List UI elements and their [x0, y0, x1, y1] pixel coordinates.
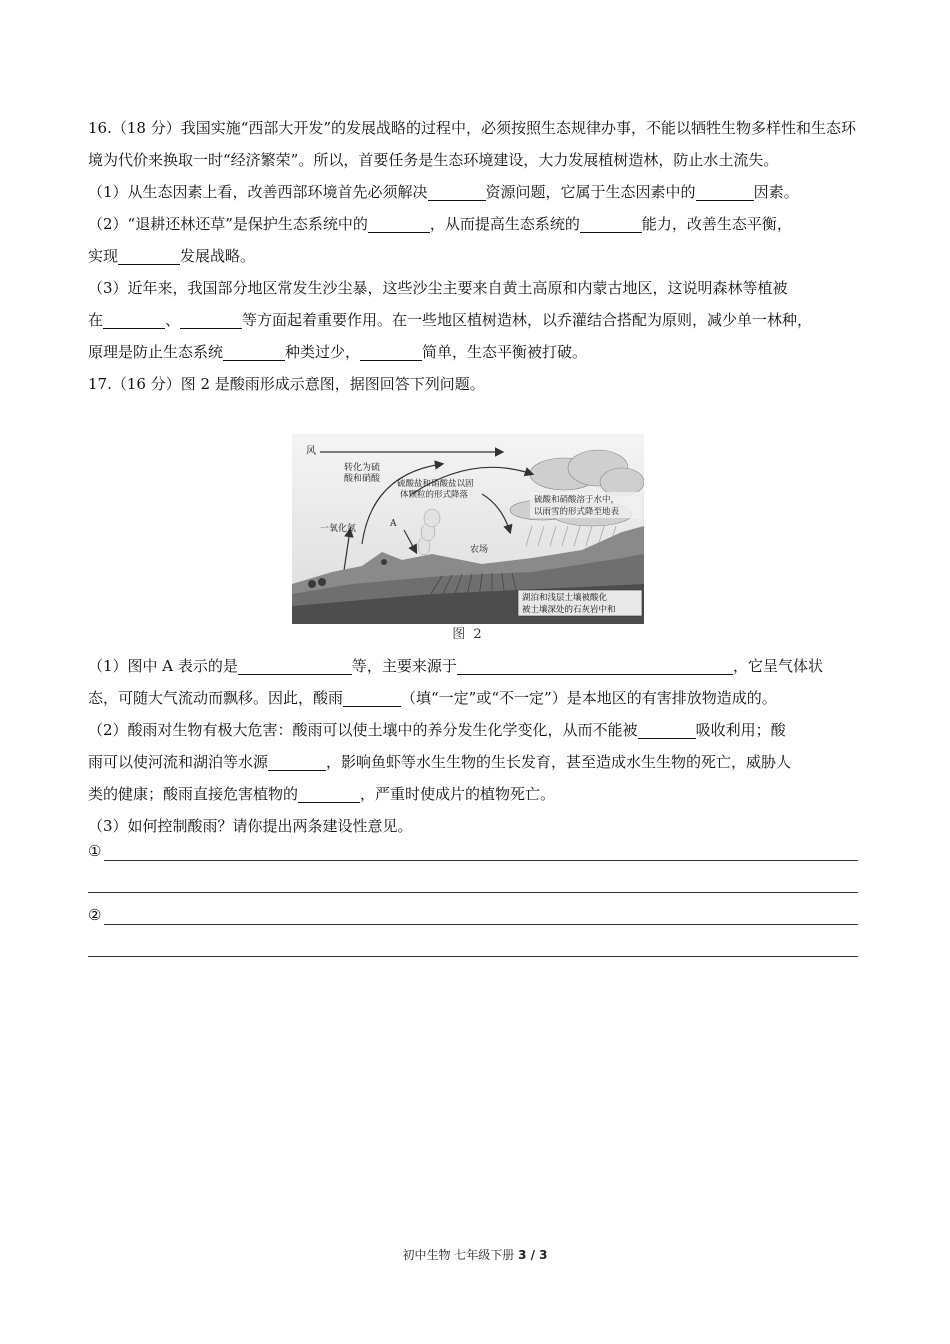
answer-blank[interactable] [696, 180, 754, 201]
answer-blank[interactable] [360, 340, 422, 361]
answer-blank[interactable] [268, 750, 326, 771]
q16-part3-cont2: 原理是防止生态系统 种类过少， 简单，生态平衡被打破。 [88, 336, 864, 368]
svg-text:硫酸和硝酸溶于水中，: 硫酸和硝酸溶于水中， [534, 495, 620, 505]
answer-mark-2: ② [88, 906, 102, 924]
answer-blank[interactable] [118, 244, 180, 265]
question-content [88, 112, 864, 400]
svg-text:被土壤深处的石灰岩中和: 被土壤深处的石灰岩中和 [522, 605, 616, 615]
q16-part1: （1）从生态因素上看，改善西部环境首先必须解决 资源问题，它属于生态因素中的 因素。 [88, 176, 864, 208]
answer-mark-1: ① [88, 842, 102, 860]
answer-blank[interactable] [368, 212, 430, 233]
answer-line-3[interactable] [104, 924, 858, 925]
label-a: A [390, 519, 397, 529]
svg-text:转化为硫: 转化为硫 [344, 463, 381, 473]
wind-label: 风 [306, 446, 316, 457]
answer-blank[interactable] [457, 654, 733, 675]
svg-text:湖泊和浅层土壤被酸化: 湖泊和浅层土壤被酸化 [522, 593, 608, 603]
svg-text:酸和硝酸: 酸和硝酸 [344, 474, 381, 484]
q16-part3-cont: 在 、 等方面起着重要作用。在一些地区植树造林，以乔灌结合搭配为原则，减少单一林种， [88, 304, 864, 336]
acid-rain-illustration [292, 434, 644, 624]
answer-blank[interactable] [343, 686, 401, 707]
answer-line-1[interactable] [104, 860, 858, 861]
svg-text:以雨雪的形式降至地表: 以雨雪的形式降至地表 [534, 507, 620, 517]
acid-rain-diagram [292, 434, 644, 646]
answer-line-4[interactable] [88, 956, 858, 957]
figure-caption: 图 2 [452, 627, 484, 642]
answer-blank[interactable] [298, 782, 360, 803]
answer-blank[interactable] [238, 654, 352, 675]
answer-blank[interactable] [580, 212, 642, 233]
q17-part1: （1）图中 A 表示的是 等，主要来源于 ，它呈气体状 [88, 650, 864, 682]
answer-blank[interactable] [638, 718, 696, 739]
q17-part2-cont: 雨可以使河流和湖泊等水源 ，影响鱼虾等水生生物的生长发育，甚至造成水生生物的死亡，威胁人 [88, 746, 864, 778]
q17-part1-cont: 态，可随大气流动而飘移。因此，酸雨 （填“一定”或“不一定”）是本地区的有害排放物造成的。 [88, 682, 864, 714]
q16-part3: （3）近年来，我国部分地区常发生沙尘暴，这些沙尘主要来自黄土高原和内蒙古地区，这说明森林等植被 [88, 279, 788, 297]
q17-intro: 17.（16 分）图 2 是酸雨形成示意图，据图回答下列问题。 [88, 375, 485, 393]
svg-text:体颗粒的形式降落: 体颗粒的形式降落 [400, 490, 469, 500]
question-17-content [88, 650, 864, 842]
answer-blank[interactable] [180, 308, 242, 329]
q17-part2-cont2: 类的健康；酸雨直接危害植物的 ，严重时使成片的植物死亡。 [88, 778, 864, 810]
q16-part2-cont: 实现 发展战略。 [88, 240, 864, 272]
q17-part2: （2）酸雨对生物有极大危害：酸雨可以使土壤中的养分发生化学变化，从而不能被 吸收利用；酸 [88, 714, 864, 746]
answer-blank[interactable] [428, 180, 486, 201]
page-number: 3 / 3 [518, 1248, 548, 1262]
q16-intro: 16.（18 分）我国实施“西部大开发”的发展战略的过程中，必须按照生态规律办事，不能以牺牲生物多样性和生态环境为代价来换取一时“经济繁荣”。所以，首要任务是生态环境建设，大力发展植树造林，防止水土流失。 [88, 119, 857, 169]
answer-blank[interactable] [103, 308, 165, 329]
answer-line-2[interactable] [88, 892, 858, 893]
q16-part2: （2）“退耕还林还草”是保护生态系统中的 ，从而提高生态系统的 能力，改善生态平衡， [88, 208, 864, 240]
page-footer [0, 1246, 950, 1263]
svg-text:农场: 农场 [470, 545, 489, 555]
footer-subject: 初中生物 七年级下册 [402, 1248, 519, 1262]
answer-blank[interactable] [223, 340, 285, 361]
svg-text:硫酸盐和硝酸盐以固: 硫酸盐和硝酸盐以固 [397, 479, 474, 489]
svg-text:一氧化氮: 一氧化氮 [320, 524, 357, 534]
q17-part3: （3）如何控制酸雨？请你提出两条建设性意见。 [88, 817, 413, 835]
